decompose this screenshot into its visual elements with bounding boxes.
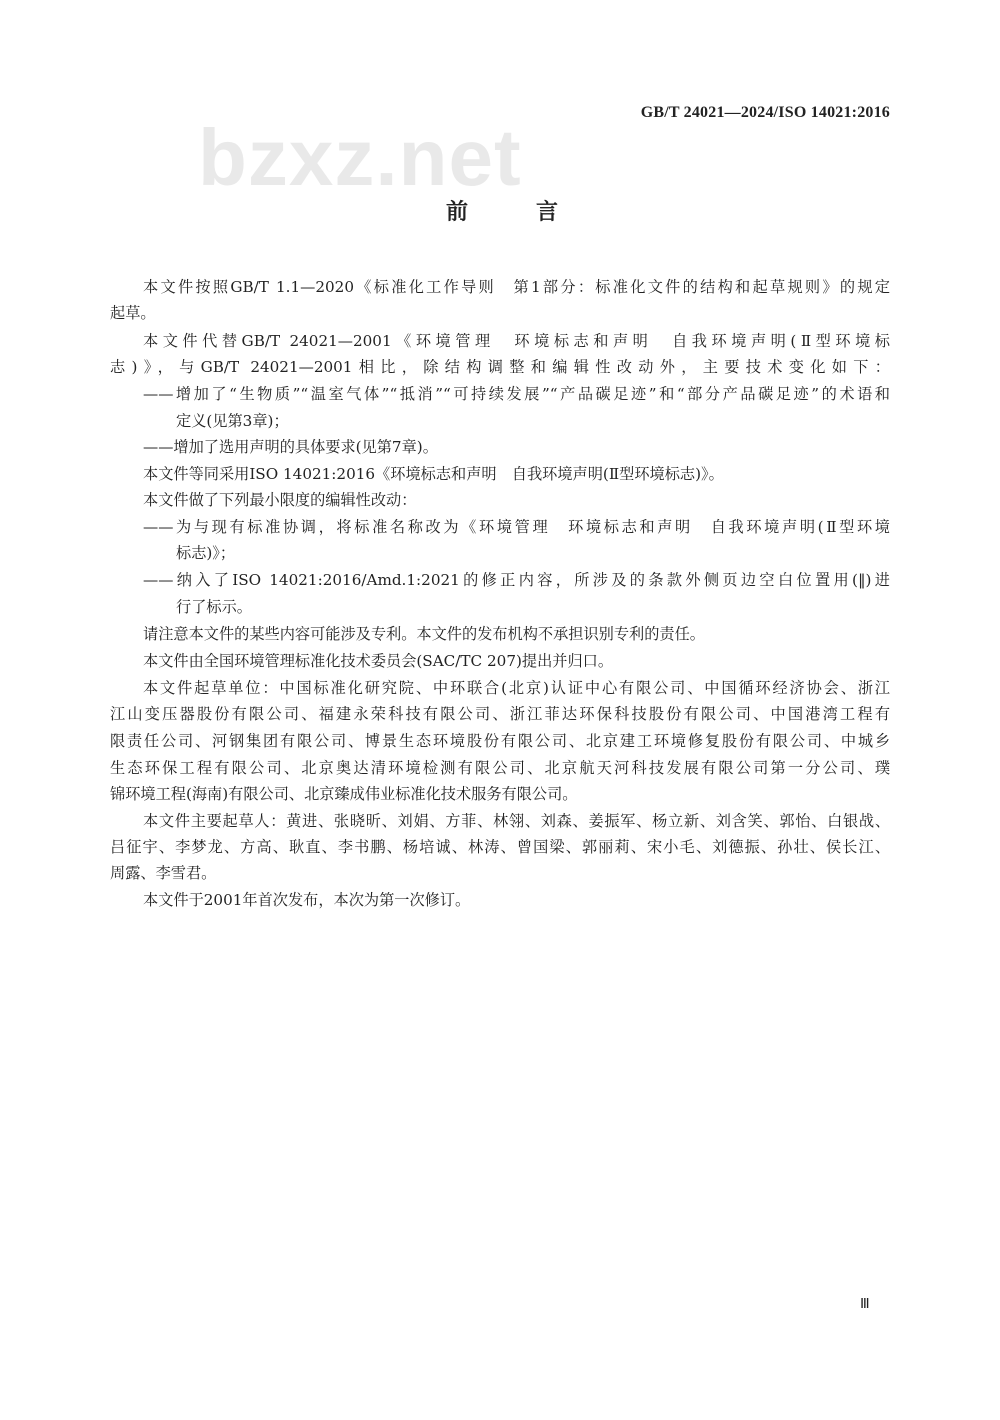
list-item-line: ——为与现有标准协调，将标准名称改为《环境管理 环境标志和声明 自我环境声明(Ⅱ型环境	[143, 518, 890, 536]
list-item-line: ——增加了选用声明的具体要求(见第7章)。	[143, 438, 438, 456]
paragraph-line: 起草。	[110, 304, 156, 322]
page-title: 前言	[446, 200, 627, 225]
paragraph-line: 周露、李雪君。	[110, 864, 217, 882]
paragraph-line: 本文件代替GB/T 24021—2001《环境管理 环境标志和声明 自我环境声明(Ⅱ型环境标	[143, 332, 890, 350]
list-item-line: ——纳入了ISO 14021:2016/Amd.1:2021的修正内容，所涉及的条款外侧页边空白位置用(‖)进	[143, 571, 890, 589]
watermark: bzxz.net	[198, 113, 522, 202]
paragraph-line: 吕征宇、李梦龙、方高、耿直、李书鹏、杨培诚、林涛、曾国梁、郭丽莉、宋小毛、刘德振、孙壮、侯长江、	[110, 838, 890, 856]
paragraph-line: 志)》，与GB/T 24021—2001相比，除结构调整和编辑性改动外，主要技术变化如下：	[110, 358, 890, 376]
paragraph-line: 生态环保工程有限公司、北京奥达清环境检测有限公司、北京航天河科技发展有限公司第一分公司、璞	[110, 759, 890, 777]
paragraph-line: 本文件于2001年首次发布，本次为第一次修订。	[143, 891, 471, 909]
page-number: Ⅲ	[860, 1297, 870, 1312]
paragraph-line: 本文件主要起草人：黄进、张晓昕、刘娟、方菲、林翎、刘森、姜振军、杨立新、刘含笑、郭怡、白银战、	[143, 812, 890, 830]
list-item-line: 行了标示。	[176, 598, 252, 616]
paragraph-line: 锦环境工程(海南)有限公司、北京臻成伟业标准化技术服务有限公司。	[110, 785, 578, 803]
paragraph-line: 本文件起草单位：中国标准化研究院、中环联合(北京)认证中心有限公司、中国循环经济协会、浙江	[143, 679, 890, 697]
standard-number-header: GB/T 24021—2024/ISO 14021:2016	[640, 104, 890, 121]
list-item-line: 标志)》；	[176, 544, 236, 562]
paragraph-line: 本文件做了下列最小限度的编辑性改动：	[143, 491, 417, 509]
paragraph-line: 本文件按照GB/T 1.1—2020《标准化工作导则 第1部分：标准化文件的结构和起草规则》的规定	[143, 278, 890, 296]
list-item-line: ——增加了“生物质”“温室气体”“抵消”“可持续发展”“产品碳足迹”和“部分产品碳足迹”的术语和	[143, 385, 890, 403]
paragraph-line: 本文件等同采用ISO 14021:2016《环境标志和声明 自我环境声明(Ⅱ型环境标志)》。	[143, 465, 724, 483]
paragraph-line: 本文件由全国环境管理标准化技术委员会(SAC/TC 207)提出并归口。	[143, 652, 614, 670]
paragraph-line: 限责任公司、河钢集团有限公司、博景生态环境股份有限公司、北京建工环境修复股份有限公司、中城乡	[110, 732, 890, 750]
paragraph-line: 请注意本文件的某些内容可能涉及专利。本文件的发布机构不承担识别专利的责任。	[143, 625, 705, 643]
paragraph-line: 江山变压器股份有限公司、福建永荣科技有限公司、浙江菲达环保科技股份有限公司、中国港湾工程有	[110, 705, 890, 723]
list-item-line: 定义(见第3章)；	[176, 412, 289, 430]
